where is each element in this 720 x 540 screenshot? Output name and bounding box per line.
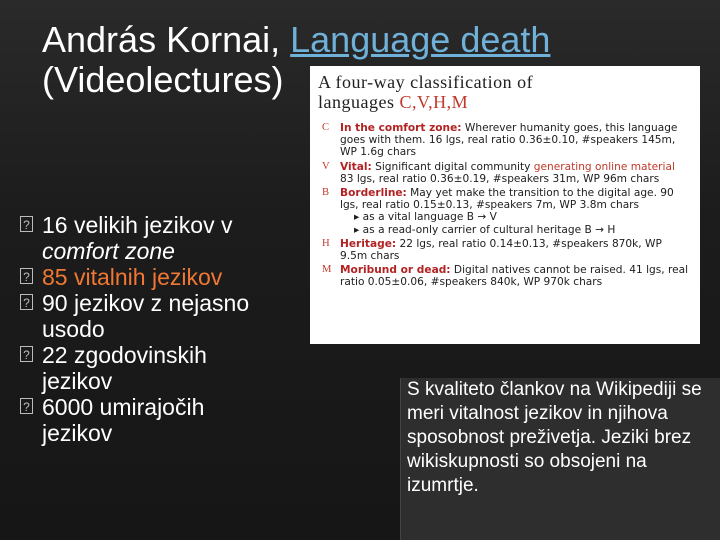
class-subitem: ▸ as a vital language B → V	[354, 211, 497, 224]
bullet-subtext: comfort zone	[42, 238, 175, 264]
bullet-moribund	[20, 394, 310, 446]
bullet-icon: ?	[20, 268, 33, 284]
title-line-2: (Videolectures)	[42, 59, 284, 100]
bullet-text: 22 zgodovinskih	[42, 342, 207, 368]
class-text: 22 lgs, real ratio 0.14±0.13, #speakers 870k, WP 9.5m chars	[340, 237, 662, 263]
classification-rows	[318, 122, 690, 289]
bullet-comfort-zone	[20, 212, 310, 264]
bullet-subtext: jezikov	[42, 368, 113, 394]
heading-cvhm: C,V,H,M	[399, 92, 469, 112]
class-row-v	[318, 161, 690, 185]
class-letter: H	[322, 237, 330, 249]
bullet-borderline	[20, 290, 310, 342]
bullet-text: 90 jezikov z nejasno	[42, 290, 250, 316]
class-label: Borderline:	[340, 187, 407, 200]
bullet-icon: ?	[20, 398, 33, 414]
class-label: Moribund or dead:	[340, 264, 451, 277]
class-row-c	[318, 122, 690, 159]
class-letter: C	[322, 122, 330, 133]
bullet-heritage	[20, 342, 310, 394]
class-letter: V	[322, 160, 330, 172]
classification-heading	[318, 72, 690, 112]
class-text-tail: 83 lgs, real ratio 0.36±0.19, #speakers 31m, WP 96m chars	[340, 172, 660, 185]
class-row-b	[318, 187, 690, 236]
bullet-text: 6000 umirajočih	[42, 394, 205, 420]
classification-image	[310, 66, 700, 344]
class-label: Heritage:	[340, 237, 397, 250]
bullet-vital	[20, 264, 310, 290]
bullet-icon: ?	[20, 216, 33, 232]
bullet-text: 85 vitalnih jezikov	[42, 264, 223, 290]
class-row-m	[318, 264, 690, 288]
title-line-1	[42, 20, 642, 60]
bullet-icon: ?	[20, 346, 33, 362]
class-text: Digital natives cannot be raised. 41 lgs, real ratio 0.05±0.06, #speakers 840k, WP 970k chars	[340, 264, 689, 289]
class-label: In the comfort zone:	[340, 122, 462, 134]
heading-line-2	[318, 92, 690, 112]
title-author: András Kornai,	[42, 19, 291, 60]
class-label: Vital:	[340, 160, 372, 173]
class-text: Significant digital community	[375, 160, 534, 173]
class-row-h	[318, 238, 690, 262]
bullet-subtext: usodo	[42, 316, 105, 342]
bullet-subtext: jezikov	[42, 420, 113, 446]
bullet-list	[20, 212, 310, 446]
class-text: May yet make the transition to the digital age. 90 lgs, real ratio 0.15±0.13, #speakers 7m, WP 3.8m chars	[340, 187, 674, 212]
heading-languages: languages	[318, 92, 395, 112]
bullet-text: 16 velikih jezikov v	[42, 212, 233, 238]
class-subitem: ▸ as a read-only carrier of cultural heritage B → H	[354, 223, 616, 236]
class-letter: M	[322, 264, 332, 276]
class-letter: B	[322, 187, 330, 199]
language-death-link[interactable]: Language death	[290, 19, 551, 60]
class-text: Wherever humanity goes, this language goes with them. 16 lgs, real ratio 0.36±0.10, #speakers 145m, WP 1.6g chars	[340, 122, 678, 159]
wikipedia-note: S kvaliteto člankov na Wikipediji se meri vitalnost jezikov in njihova sposobnost preživetja. Jeziki brez wikiskupnosti so obsojeni na izumrtje.	[400, 378, 720, 540]
class-highlight: generating online material	[533, 160, 675, 173]
bullet-icon: ?	[20, 294, 33, 310]
heading-line-1: A four-way classification of	[318, 72, 534, 92]
